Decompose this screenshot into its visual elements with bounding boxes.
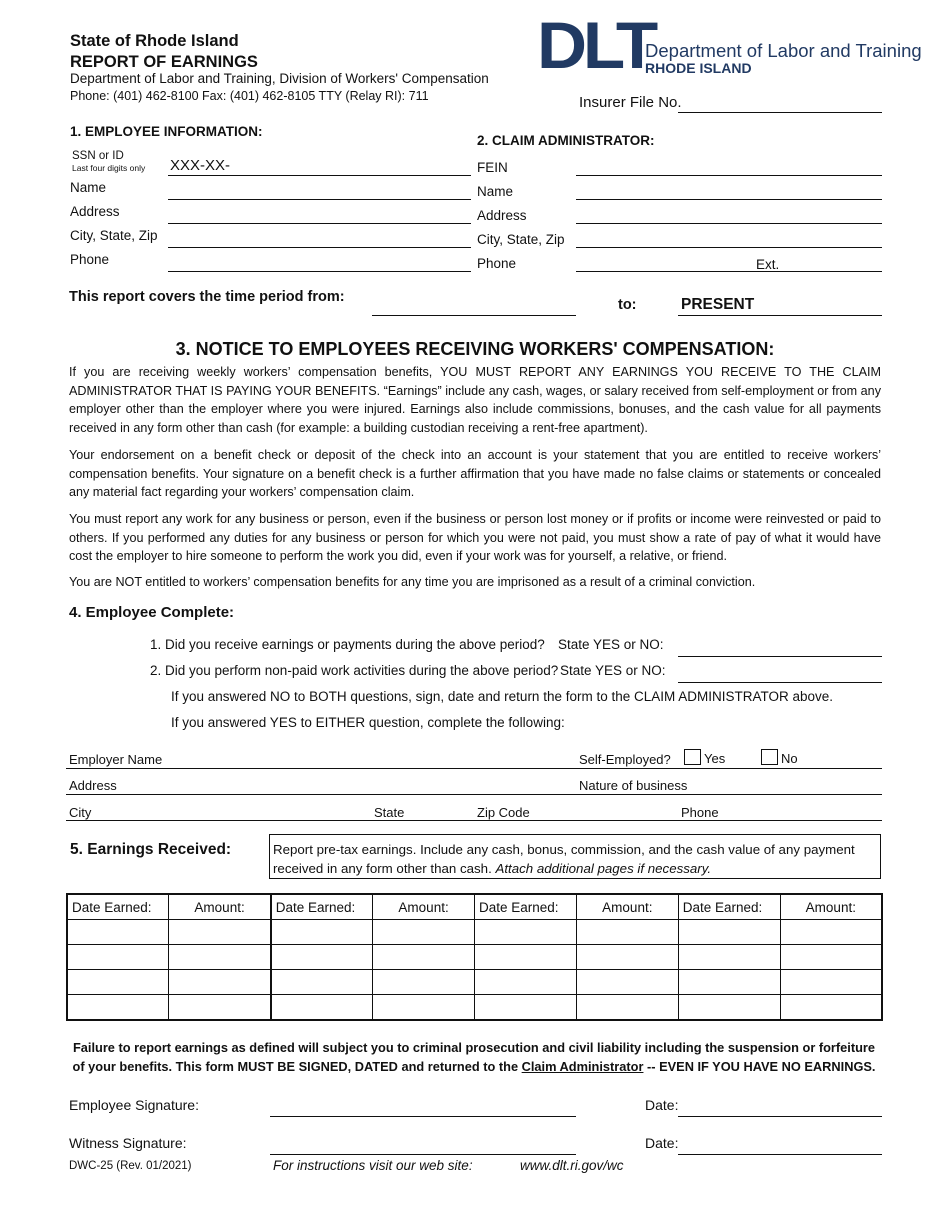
self-employed-label: Self-Employed?: [579, 752, 671, 767]
date-earned-header: Date Earned:: [678, 894, 780, 920]
question-2-input[interactable]: [678, 682, 882, 683]
date-earned-header: Date Earned:: [67, 894, 169, 920]
amount-cell[interactable]: [576, 920, 678, 945]
date-cell[interactable]: [67, 920, 169, 945]
notice-paragraph-2: Your endorsement on a benefit check or deposit of the check into an account is your statement that you are entitled to receive workers’ compensation benefits. Your signature on a benefit check is a further affirmation that you have made no false claims or statements or concealed any material fact regarding your workers’ compensation claim.: [69, 448, 881, 499]
amount-cell[interactable]: [780, 995, 882, 1021]
employee-signature-input[interactable]: [270, 1116, 576, 1117]
no-label: No: [781, 751, 798, 766]
employer-city-input[interactable]: [66, 820, 882, 821]
amount-cell[interactable]: [373, 995, 475, 1021]
employer-address-label: Address: [69, 778, 117, 793]
form-id: DWC-25 (Rev. 01/2021): [69, 1160, 192, 1172]
amount-cell[interactable]: [373, 920, 475, 945]
ssn-sublabel: Last four digits only: [72, 163, 146, 173]
earnings-table: [66, 893, 883, 1021]
employer-address-input[interactable]: [66, 794, 882, 795]
admin-city-label: City, State, Zip: [477, 232, 565, 247]
date-earned-header: Date Earned:: [271, 894, 373, 920]
employee-address-label: Address: [70, 204, 120, 219]
date-cell[interactable]: [67, 945, 169, 970]
witness-signature-label: Witness Signature:: [69, 1135, 187, 1151]
date-cell[interactable]: [475, 970, 577, 995]
insurer-file-label: Insurer File No.: [579, 94, 682, 111]
amount-header: Amount:: [780, 894, 882, 920]
amount-cell[interactable]: [576, 970, 678, 995]
instruction-no-both: If you answered NO to BOTH questions, sign, date and return the form to the CLAIM ADMINISTRATOR above.: [171, 689, 834, 704]
warning-part-1: Failure to report earnings as defined will subject you to criminal prosecution and civil liability including the suspension or forfeiture of your benefits. This form MUST BE SIGNED, DATED and returned to the: [72, 1040, 876, 1074]
nature-of-business-label: Nature of business: [579, 778, 688, 793]
question-2: 2. Did you perform non-paid work activities during the above period?: [150, 663, 559, 678]
instructions-text: For instructions visit our web site:: [273, 1158, 473, 1173]
amount-cell[interactable]: [169, 920, 271, 945]
yes-checkbox[interactable]: [684, 749, 701, 765]
ssn-label: SSN or ID: [72, 150, 124, 162]
admin-ext-label: Ext.: [756, 257, 780, 272]
ssn-value: XXX-XX-: [170, 157, 231, 174]
employee-name-input[interactable]: [168, 199, 471, 200]
employee-date-input[interactable]: [678, 1116, 882, 1117]
question-1: 1. Did you receive earnings or payments during the above period?: [150, 637, 545, 652]
dept-line: Department of Labor and Training, Division of Workers' Compensation: [70, 71, 489, 86]
section1-heading: 1. EMPLOYEE INFORMATION:: [70, 124, 263, 139]
employee-signature-label: Employee Signature:: [69, 1097, 199, 1113]
section5-heading: 5. Earnings Received:: [70, 841, 232, 858]
logo-dept-text: Department of Labor and Training: [645, 40, 922, 61]
employee-date-label: Date:: [645, 1097, 679, 1113]
date-cell[interactable]: [271, 995, 373, 1021]
yes-label: Yes: [704, 751, 726, 766]
self-employed-no[interactable]: [761, 749, 798, 766]
admin-name-label: Name: [477, 184, 514, 199]
amount-cell[interactable]: [373, 970, 475, 995]
admin-phone-label: Phone: [477, 256, 517, 271]
amount-cell[interactable]: [373, 945, 475, 970]
period-present-value: PRESENT: [681, 296, 755, 313]
table-row: [67, 920, 882, 945]
date-cell[interactable]: [271, 945, 373, 970]
employer-phone-label: Phone: [681, 805, 719, 820]
notice-paragraph-3: You must report any work for any business or person, even if the business or person lost money or if profits or income were reinvested or paid to others. If you performed any duties for any business or person for which you were not paid, you must show a rate of pay of what it would have cost the employer to hire someone to perform the work you did, even if your work was for yourself, a relative, or friend.: [69, 512, 881, 563]
amount-cell[interactable]: [576, 995, 678, 1021]
warning-part-2: -- EVEN IF YOU HAVE NO EARNINGS.: [643, 1059, 876, 1074]
employer-city-label: City: [69, 805, 92, 820]
admin-address-input[interactable]: [576, 223, 882, 224]
state-title: State of Rhode Island: [70, 32, 239, 50]
date-cell[interactable]: [475, 995, 577, 1021]
earnings-instructions: Report pre-tax earnings. Include any cash, bonus, commission, and the cash value of any payment received in any form other than cash.: [273, 842, 855, 876]
instruction-yes-either: If you answered YES to EITHER question, complete the following:: [171, 715, 565, 730]
insurer-file-input[interactable]: [678, 112, 882, 113]
employee-phone-input[interactable]: [168, 271, 471, 272]
notice-paragraph-4: You are NOT entitled to workers’ compensation benefits for any time you are imprisoned as a result of a criminal conviction.: [69, 575, 756, 589]
employer-name-input[interactable]: [66, 768, 882, 769]
witness-signature-input[interactable]: [270, 1154, 576, 1155]
admin-fein-label: FEIN: [477, 160, 508, 175]
contact-line: Phone: (401) 462-8100 Fax: (401) 462-8105 TTY (Relay RI): 711: [70, 89, 429, 103]
question-1-input[interactable]: [678, 656, 882, 657]
self-employed-yes[interactable]: [684, 749, 725, 766]
ssn-input[interactable]: [168, 175, 471, 176]
period-from-input[interactable]: [372, 315, 576, 316]
date-cell[interactable]: [67, 970, 169, 995]
witness-date-label: Date:: [645, 1135, 679, 1151]
admin-phone-input[interactable]: [576, 271, 882, 272]
employer-state-label: State: [374, 805, 405, 820]
logo-state-text: RHODE ISLAND: [645, 60, 752, 76]
admin-address-label: Address: [477, 208, 527, 223]
amount-cell[interactable]: [576, 945, 678, 970]
table-row: [67, 970, 882, 995]
date-cell[interactable]: [475, 945, 577, 970]
table-row: [67, 995, 882, 1021]
amount-header: Amount:: [576, 894, 678, 920]
witness-date-input[interactable]: [678, 1154, 882, 1155]
date-cell[interactable]: [271, 920, 373, 945]
employee-phone-label: Phone: [70, 252, 110, 267]
employee-address-input[interactable]: [168, 223, 471, 224]
amount-header: Amount:: [169, 894, 271, 920]
question-2-state-label: State YES or NO:: [560, 663, 666, 678]
employee-city-input[interactable]: [168, 247, 471, 248]
warning-text: [66, 1038, 882, 1076]
employer-name-label: Employer Name: [69, 752, 163, 767]
warning-claim-admin: Claim Administrator: [521, 1059, 644, 1074]
period-to-input[interactable]: [678, 315, 882, 316]
admin-fein-input[interactable]: [576, 175, 882, 176]
amount-header: Amount:: [373, 894, 475, 920]
date-cell[interactable]: [678, 920, 780, 945]
section3-heading: 3. NOTICE TO EMPLOYEES RECEIVING WORKERS' COMPENSATION:: [175, 339, 775, 359]
period-label: This report covers the time period from:: [69, 289, 345, 305]
logo-letters: DLT: [537, 8, 654, 82]
table-header-row: [67, 894, 882, 920]
question-1-state-label: State YES or NO:: [558, 637, 664, 652]
period-to-label: to:: [618, 297, 637, 313]
website-link[interactable]: www.dlt.ri.gov/wc: [520, 1158, 624, 1173]
dlt-logo: [537, 8, 922, 82]
date-cell[interactable]: [678, 970, 780, 995]
notice-paragraph-1: If you are receiving weekly workers’ compensation benefits, YOU MUST REPORT ANY EARNINGS YOU RECEIVE TO THE CLAIM ADMINISTRATOR THAT IS PAYING YOUR BENEFITS. “Earnings” include any cash, wages, or salary received from self-employment or from any employer other than the employer where you were injured. Earnings also include commissions, bonuses, and the cash value for all payments received in any form other than cash (for example: a building custodian receiving a rent-free apartment).: [69, 365, 881, 435]
table-row: [67, 945, 882, 970]
date-cell[interactable]: [271, 970, 373, 995]
section4-heading: 4. Employee Complete:: [69, 604, 235, 621]
date-earned-header: Date Earned:: [475, 894, 577, 920]
amount-cell[interactable]: [169, 945, 271, 970]
earnings-instructions-attach: Attach additional pages if necessary.: [495, 861, 712, 876]
admin-name-input[interactable]: [576, 199, 882, 200]
earnings-instructions-box: [269, 834, 881, 879]
date-cell[interactable]: [678, 995, 780, 1021]
employer-zip-label: Zip Code: [477, 805, 530, 820]
admin-city-input[interactable]: [576, 247, 882, 248]
employee-city-label: City, State, Zip: [70, 228, 158, 243]
date-cell[interactable]: [678, 945, 780, 970]
amount-cell[interactable]: [780, 920, 882, 945]
section2-heading: 2. CLAIM ADMINISTRATOR:: [477, 133, 655, 148]
date-cell[interactable]: [67, 995, 169, 1021]
employee-name-label: Name: [70, 180, 107, 195]
no-checkbox[interactable]: [761, 749, 778, 765]
form-title: REPORT OF EARNINGS: [70, 53, 258, 71]
amount-cell[interactable]: [780, 945, 882, 970]
date-cell[interactable]: [475, 920, 577, 945]
amount-cell[interactable]: [169, 970, 271, 995]
amount-cell[interactable]: [780, 970, 882, 995]
amount-cell[interactable]: [169, 995, 271, 1021]
